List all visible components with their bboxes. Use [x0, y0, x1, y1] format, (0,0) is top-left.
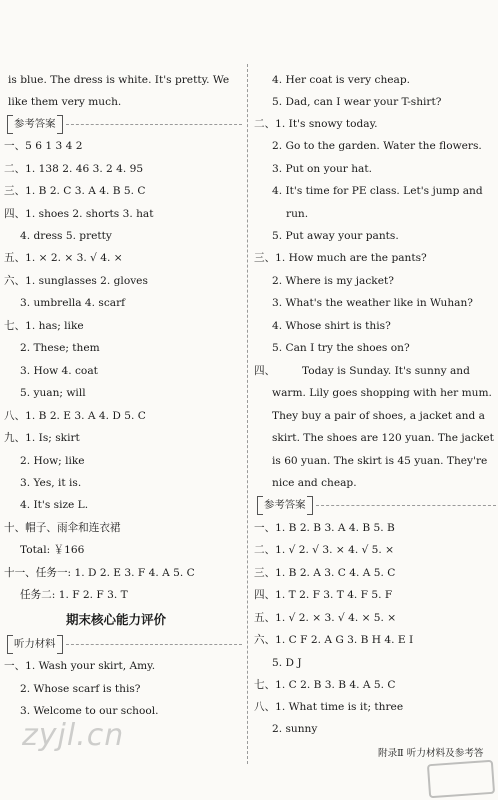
answer-line: 五、1. √ 2. × 3. √ 4. × 5. ×	[254, 612, 397, 624]
text-line: nice and cheap.	[272, 477, 357, 489]
text-line: 3. What's the weather like in Wuhan?	[272, 297, 473, 309]
text-line: warm. Lily goes shopping with her mum.	[272, 387, 492, 399]
left-column	[0, 0, 246, 800]
text-line: 一、1. Wash your skirt, Amy.	[4, 660, 156, 672]
answer-line: 一、5 6 1 3 4 2	[4, 140, 83, 152]
dashed-rule	[66, 124, 242, 125]
answer-line: 5. D J	[272, 657, 302, 669]
text-line: 3. Put on your hat.	[272, 163, 372, 175]
text-line: like them very much.	[8, 96, 122, 108]
text-line: 二、1. It's snowy today.	[254, 118, 378, 130]
answer-line: Total: ￥166	[20, 544, 85, 556]
text-line: 2. Whose scarf is this?	[20, 683, 141, 695]
answer-line: 十、帽子、雨伞和连衣裙	[4, 522, 121, 534]
answer-line: 三、1. B 2. A 3. C 4. A 5. C	[254, 567, 396, 579]
text-line: is 60 yuan. The skirt is 45 yuan. They're	[272, 455, 488, 467]
answers-label: 参考答案	[261, 498, 309, 512]
text-line: 5. Can I try the shoes on?	[272, 342, 410, 354]
answer-line: 六、1. sunglasses 2. gloves	[4, 275, 148, 287]
text-line: 4. It's time for PE class. Let's jump and	[272, 185, 483, 197]
text-line: 4. Whose shirt is this?	[272, 320, 391, 332]
text-line: They buy a pair of shoes, a jacket and a	[272, 410, 485, 422]
answer-line: 3. How 4. coat	[20, 365, 98, 377]
watermark: zyjl.cn	[22, 718, 125, 753]
answer-line: 2. These; them	[20, 342, 100, 354]
right-column	[250, 0, 498, 800]
dashed-rule	[66, 644, 242, 645]
watermark-stamp	[427, 760, 495, 799]
answer-line: 2. sunny	[272, 723, 318, 735]
answer-line: 5. yuan; will	[20, 387, 86, 399]
answer-line: 六、1. C F 2. A G 3. B H 4. E I	[254, 634, 414, 646]
text-line: Today is Sunday. It's sunny and	[302, 365, 470, 377]
answer-line: 五、1. × 2. × 3. √ 4. ×	[4, 252, 123, 264]
answer-line: 任务二: 1. F 2. F 3. T	[20, 589, 128, 601]
text-line: 3. Welcome to our school.	[20, 705, 159, 717]
answer-line: 八、1. What time is it; three	[254, 701, 404, 713]
page-footer: 附录Ⅱ 听力材料及参考答	[378, 748, 484, 759]
text-line: 5. Dad, can I wear your T-shirt?	[272, 96, 442, 108]
listening-label: 听力材料	[11, 637, 59, 651]
text-line: 三、1. How much are the pants?	[254, 252, 427, 264]
answer-line: 4. It's size L.	[20, 499, 89, 511]
text-line: 4. Her coat is very cheap.	[272, 74, 411, 86]
answer-line: 二、1. √ 2. √ 3. × 4. √ 5. ×	[254, 544, 395, 556]
answer-line: 四、1. shoes 2. shorts 3. hat	[4, 208, 154, 220]
answer-line: 七、1. C 2. B 3. B 4. A 5. C	[254, 679, 396, 691]
text-line: 四、	[254, 365, 276, 377]
answer-line: 4. dress 5. pretty	[20, 230, 112, 242]
text-line: 2. Go to the garden. Water the flowers.	[272, 140, 482, 152]
answer-line: 三、1. B 2. C 3. A 4. B 5. C	[4, 185, 146, 197]
answer-line: 四、1. T 2. F 3. T 4. F 5. F	[254, 589, 393, 601]
text-line: 2. Where is my jacket?	[272, 275, 394, 287]
answer-line: 一、1. B 2. B 3. A 4. B 5. B	[254, 522, 395, 534]
column-divider	[247, 64, 248, 764]
answer-line: 七、1. has; like	[4, 320, 84, 332]
answer-line: 二、1. 138 2. 46 3. 2 4. 95	[4, 163, 144, 175]
text-line: is blue. The dress is white. It's pretty. We	[8, 74, 230, 86]
answer-line: 八、1. B 2. E 3. A 4. D 5. C	[4, 410, 146, 422]
dashed-rule	[316, 505, 496, 506]
text-line: skirt. The shoes are 120 yuan. The jacket	[272, 432, 494, 444]
answer-line: 十一、任务一: 1. D 2. E 3. F 4. A 5. C	[4, 567, 195, 579]
answer-line: 2. How; like	[20, 455, 85, 467]
answer-line: 九、1. Is; skirt	[4, 432, 80, 444]
text-line: 5. Put away your pants.	[272, 230, 399, 242]
answer-line: 3. umbrella 4. scarf	[20, 297, 126, 309]
answers-label: 参考答案	[11, 117, 59, 131]
text-line: run.	[286, 208, 309, 220]
answer-line: 3. Yes, it is.	[20, 477, 82, 489]
section-title: 期末核心能力评价	[66, 612, 167, 627]
